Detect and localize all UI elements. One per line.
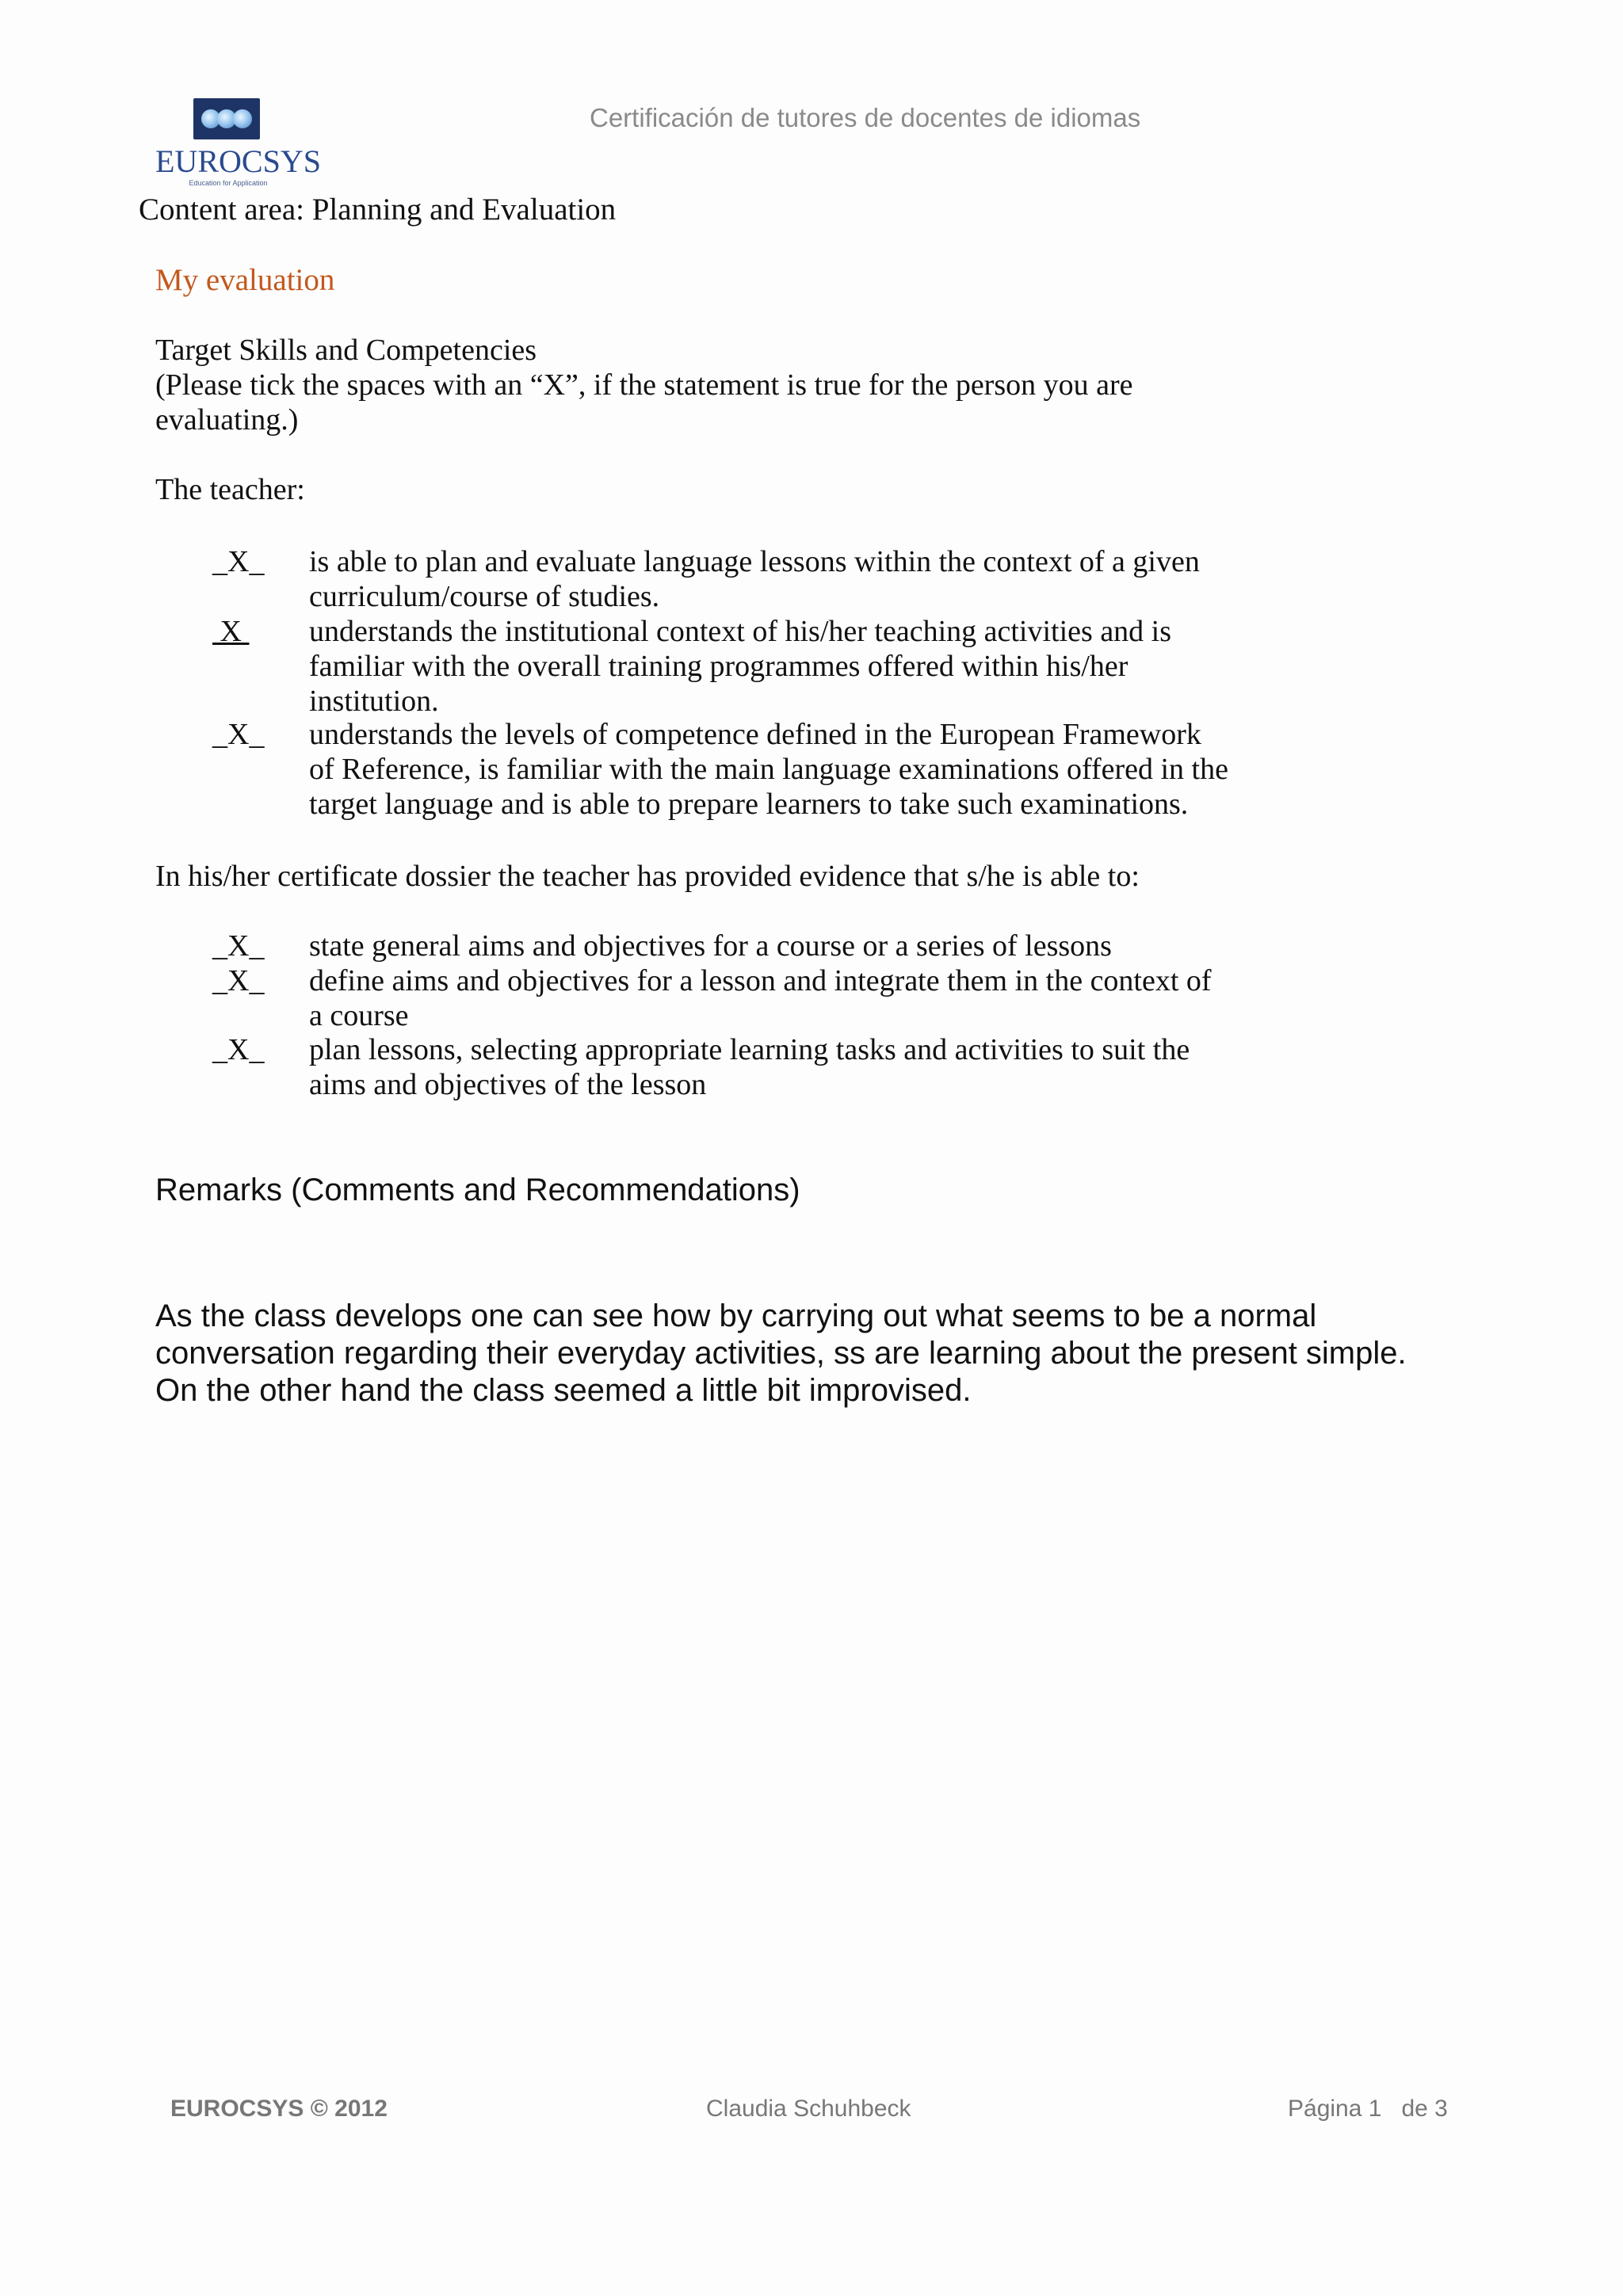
logo-emblem bbox=[193, 98, 260, 139]
item-line: of Reference, is familiar with the main language examinations offered in the bbox=[309, 753, 1228, 786]
checklist-item-text bbox=[309, 544, 1200, 614]
item-line: define aims and objectives for a lesson and integrate them in the context of bbox=[309, 964, 1212, 997]
item-line: aims and objectives of the lesson bbox=[309, 1068, 707, 1101]
item-line: a course bbox=[309, 999, 409, 1032]
dossier-label: In his/her certificate dossier the teacher has provided evidence that s/he is able to: bbox=[155, 860, 1140, 893]
remarks-line: As the class develops one can see how by carrying out what seems to be a normal bbox=[155, 1299, 1317, 1333]
check-mark: X bbox=[212, 615, 250, 648]
item-line: state general aims and objectives for a course or a series of lessons bbox=[309, 929, 1112, 963]
item-line: institution. bbox=[309, 685, 439, 718]
checklist-item-text bbox=[309, 929, 1112, 963]
checklist-item-text bbox=[309, 963, 1212, 1033]
instructions-heading: Target Skills and Competencies bbox=[155, 334, 537, 367]
remarks-line: conversation regarding their everyday activities, ss are learning about the present simple. bbox=[155, 1336, 1407, 1371]
item-line: is able to plan and evaluate language lessons within the context of a given bbox=[309, 545, 1200, 578]
content-area-heading: Content area: Planning and Evaluation bbox=[139, 193, 617, 227]
check-mark: _X_ bbox=[212, 1033, 265, 1066]
header-title: Certificación de tutores de docentes de idiomas bbox=[590, 103, 1141, 132]
checklist-item-text bbox=[309, 717, 1228, 822]
item-line: familiar with the overall training programmes offered within his/her bbox=[309, 650, 1128, 683]
check-mark: _X_ bbox=[212, 929, 265, 963]
check-mark: _X_ bbox=[212, 718, 265, 751]
remarks-title: Remarks (Comments and Recommendations) bbox=[155, 1173, 800, 1207]
instructions-line: evaluating.) bbox=[155, 403, 299, 437]
instructions-line: (Please tick the spaces with an “X”, if the statement is true for the person you are bbox=[155, 368, 1133, 402]
eurocsys-logo bbox=[155, 95, 321, 189]
checklist-item-text bbox=[309, 1032, 1190, 1102]
check-mark: _X_ bbox=[212, 964, 265, 997]
item-line: target language and is able to prepare learners to take such examinations. bbox=[309, 788, 1189, 821]
footer-page-number: Página 1 de 3 bbox=[1288, 2096, 1448, 2122]
item-line: understands the levels of competence defined in the European Framework bbox=[309, 718, 1201, 751]
footer-copyright: EUROCSYS © 2012 bbox=[170, 2096, 388, 2122]
item-line: understands the institutional context of his/her teaching activities and is bbox=[309, 615, 1172, 648]
instructions bbox=[155, 333, 1133, 437]
remarks-body bbox=[155, 1298, 1407, 1409]
section-title: My evaluation bbox=[155, 263, 335, 297]
check-mark: _X_ bbox=[212, 545, 265, 578]
logo-wordmark: EUROCSYS bbox=[155, 143, 321, 179]
item-line: curriculum/course of studies. bbox=[309, 580, 660, 613]
teacher-label: The teacher: bbox=[155, 473, 305, 506]
logo-tagline: Education for Application bbox=[189, 179, 268, 187]
remarks-line: On the other hand the class seemed a little bit improvised. bbox=[155, 1373, 972, 1408]
item-line: plan lessons, selecting appropriate learning tasks and activities to suit the bbox=[309, 1033, 1190, 1066]
checklist-item-text bbox=[309, 614, 1171, 719]
footer-author: Claudia Schuhbeck bbox=[706, 2096, 911, 2122]
